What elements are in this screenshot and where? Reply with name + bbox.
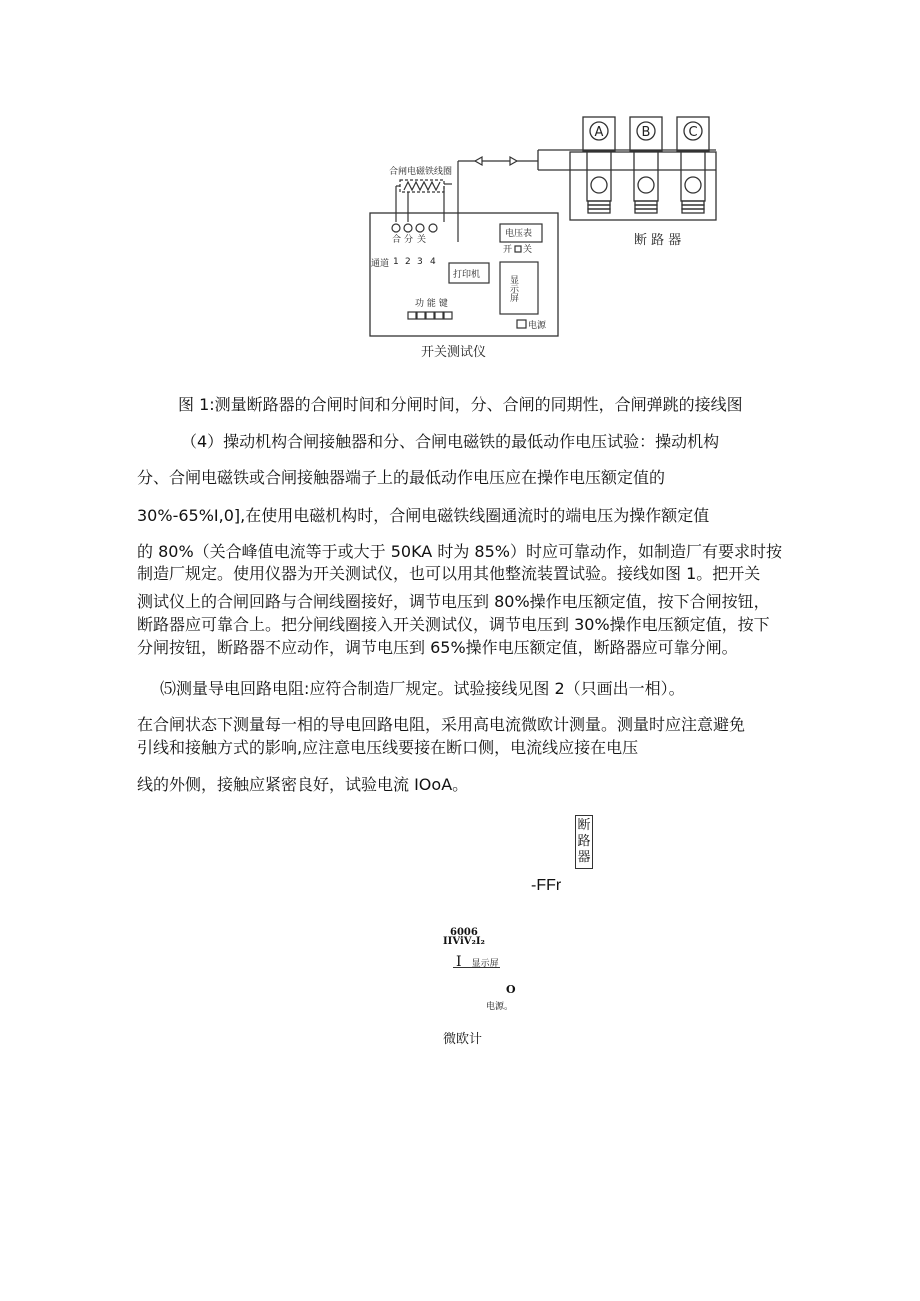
voltmeter-switch-off: 关 [523,245,533,255]
figure1-caption: 图 1:测量断路器的合闸时间和分闸时间，分、合闸的同期性，合闸弹跳的接线图 [178,395,743,414]
p4-line-1: （4）操动机构合闸接触器和分、合闸电磁铁的最低动作电压试验：操动机构 [181,432,720,451]
figure2-i-text: I [456,954,462,970]
switch-label-off: 关 [417,235,427,245]
switch-label-open: 分 [404,235,414,245]
channel-1: 1 [393,257,399,267]
breaker-label: 断 路 器 [634,233,682,248]
figure2-code-text: 6006 [450,927,478,938]
figure2-terminals-text: IIViV₂I₂ [443,936,485,947]
power-label: 电源 [528,321,547,331]
figure2-ff-text: -FFr [531,877,562,894]
phase-label-a: A [594,125,604,140]
p4-line-6: 测试仪上的合闸回路与合闸线圈接好，调节电压到 80%操作电压额定值，按下合闸按钮， [137,592,770,611]
figure2-breaker-label: 断路器 [577,818,591,865]
p5-line-1: ⑸测量导电回路电阻:应符合制造厂规定。试验接线见图 2（只画出一相）。 [160,679,685,698]
display-label: 显示屏 [508,275,518,302]
tester-label: 开关测试仪 [421,345,487,360]
figure1-diagram [360,108,730,370]
channel-3: 3 [417,257,423,267]
p4-line-7: 断路器应可靠合上。把分闸线圈接入开关测试仪，调节电压到 30%操作电压额定值，按下 [137,615,770,634]
channel-label: 通道 [371,259,390,269]
figure2-breaker-box [575,815,593,869]
figure2-display-row [453,951,500,968]
figure2-power-label: 电源。 [486,1002,514,1012]
switch-label-close: 合 [392,235,402,245]
p5-line-2: 在合闸状态下测量每一相的导电回路电阻，采用高电流微欧计测量。测量时应注意避免 [137,715,746,734]
printer-label: 打印机 [453,270,481,280]
channel-2: 2 [405,257,411,267]
p4-line-5: 制造厂规定。使用仪器为开关测试仪，也可以用其他整流装置试验。接线如图 1。把开关 [137,564,761,583]
figure2-display-label: 显示屏 [471,959,499,969]
p4-line-2: 分、合闸电磁铁或合闸接触器端子上的最低动作电压应在操作电压额定值的 [137,468,666,487]
phase-label-b: B [641,125,651,140]
p4-line-8: 分闸按钮，断路器不应动作，调节电压到 65%操作电压额定值，断路器应可靠分闸。 [137,638,738,657]
channel-4: 4 [430,257,436,267]
p5-line-3: 引线和接触方式的影响,应注意电压线要接在断口侧，电流线应接在电压 [137,738,639,757]
figure2-meter-label: 微欧计 [443,1032,483,1047]
figure2-o-text: O [506,983,516,996]
p4-line-4: 的 80%（关合峰值电流等于或大于 50KA 时为 85%）时应可靠动作，如制造厂有要求时按 [137,542,782,561]
function-keys-label: 功 能 键 [415,299,448,309]
voltmeter-label: 电压表 [505,229,533,239]
p4-line-3: 30%-65%I,0],在使用电磁机构时，合闸电磁铁线圈通流时的端电压为操作额定值 [137,506,710,525]
voltmeter-switch-on: 开 [503,245,513,255]
coil-label: 合闸电磁铁线圈 [389,167,453,177]
p5-line-4: 线的外侧，接触应紧密良好，试验电流 IOoA。 [137,775,469,794]
phase-label-c: C [688,125,698,140]
